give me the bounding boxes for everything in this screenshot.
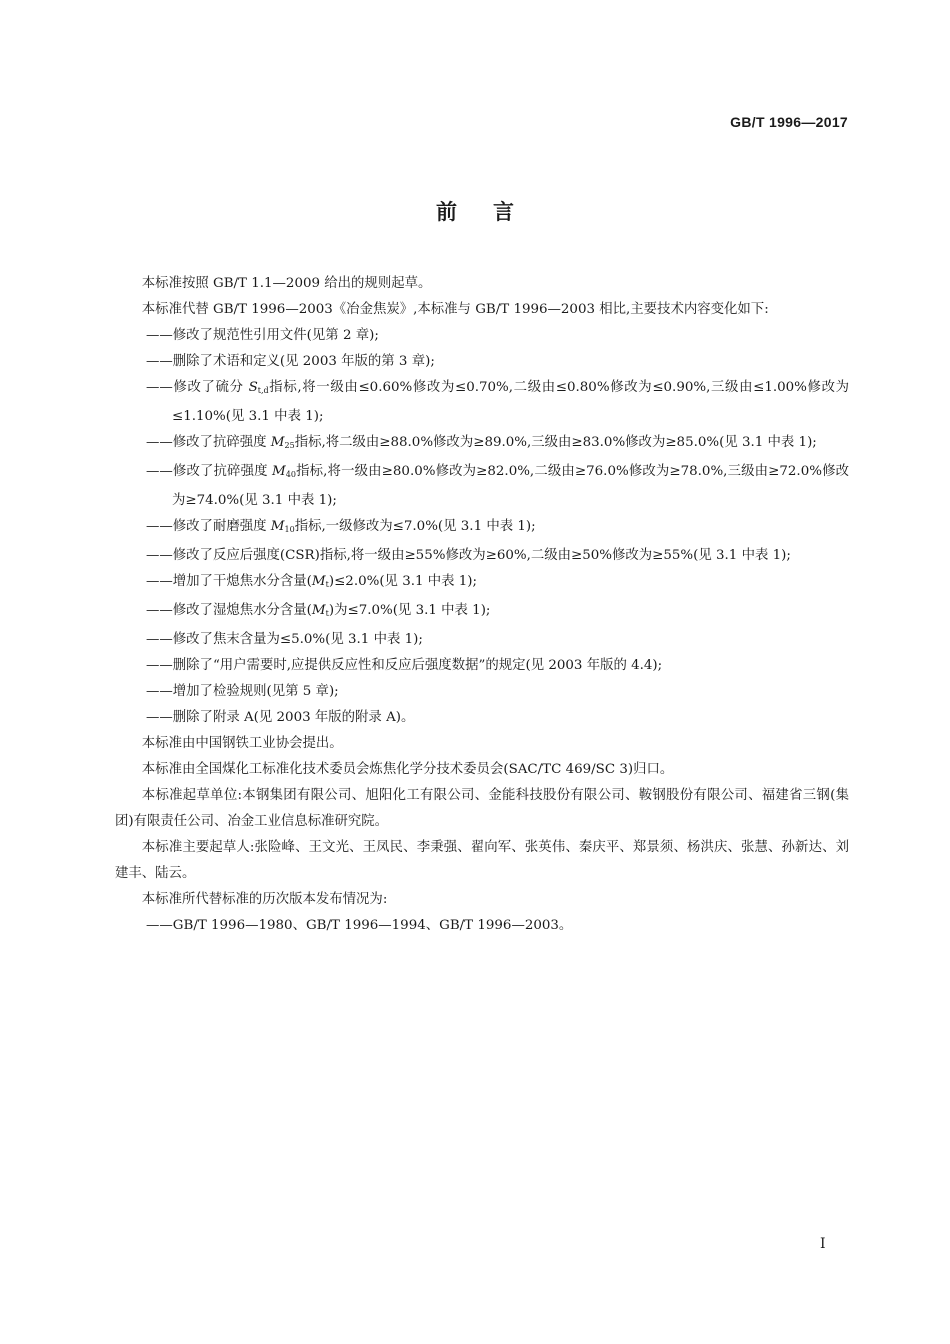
centralized-paragraph: 本标准由全国煤化工标准化技术委员会炼焦化学分技术委员会(SAC/TC 469/SC 3)归口。: [141, 762, 674, 777]
history-intro-paragraph: 本标准所代替标准的历次版本发布情况为:: [141, 892, 388, 907]
change-item-6: ——修改了耐磨强度 $M_{10}$指标,一级修改为≤7.0%(见 3.1 中表 1);: [146, 519, 536, 534]
foreword-body: [115, 271, 849, 939]
page-title: 前言: [436, 200, 550, 224]
history-item: ——GB/T 1996—1980、GB/T 1996—1994、GB/T 1996—2003。: [146, 918, 573, 933]
change-item-7: ——修改了反应后强度(CSR)指标,将一级由≥55%修改为≥60%,二级由≥50%修改为≥55%(见 3.1 中表 1);: [146, 548, 791, 563]
mt-symbol: M: [311, 574, 326, 589]
standard-code: GB/T 1996—2017: [730, 114, 848, 130]
change-item-2: ——删除了术语和定义(见 2003 年版的第 3 章);: [146, 354, 435, 369]
change-item-12: ——增加了检验规则(见第 5 章);: [146, 684, 339, 699]
drafters-paragraph: 本标准主要起草人:张险峰、王文光、王凤民、李秉强、翟向军、张英伟、秦庆平、郑景须、杨洪庆、张慧、孙新达、刘建丰、陆云。: [115, 840, 849, 881]
mt-symbol: M: [311, 603, 326, 618]
sulfur-symbol: S: [248, 380, 258, 395]
proposer-paragraph: 本标准由中国钢铁工业协会提出。: [141, 736, 343, 751]
change-item-11: ——删除了“用户需要时,应提供反应性和反应后强度数据”的规定(见 2003 年版的 4.4);: [146, 658, 663, 673]
change-item-3: ——修改了硫分 $S_{t,d}$指标,将一级由≤0.60%修改为≤0.70%,二级由≤0.80%修改为≤0.90%,三级由≤1.00%修改为≤1.10%(见 3.1 中表 1);: [146, 380, 849, 424]
change-item-5: ——修改了抗碎强度 $M_{40}$指标,将一级由≥80.0%修改为≥82.0%,二级由≥76.0%修改为≥78.0%,三级由≥72.0%修改为≥74.0%(见 3.1 中表 1);: [146, 464, 849, 508]
change-item-9: ——修改了湿熄焦水分含量$(M_t)$为≤7.0%(见 3.1 中表 1);: [146, 603, 491, 618]
change-item-13: ——删除了附录 A(见 2003 年版的附录 A)。: [146, 710, 415, 725]
change-item-8: ——增加了干熄焦水分含量$(M_t)\le 2.0\%$(见 3.1 中表 1);: [146, 574, 478, 589]
m40-symbol: M: [272, 464, 286, 479]
change-item-4: ——修改了抗碎强度 $M_{25}$指标,将二级由≥88.0%修改为≥89.0%,三级由≥83.0%修改为≥85.0%(见 3.1 中表 1);: [146, 435, 817, 450]
page-number: I: [820, 1236, 826, 1252]
intro-paragraph-2: 本标准代替 GB/T 1996—2003《冶金焦炭》,本标准与 GB/T 1996—2003 相比,主要技术内容变化如下:: [141, 302, 769, 317]
m25-symbol: M: [270, 435, 285, 450]
m10-symbol: M: [270, 519, 285, 534]
drafting-units-paragraph: 本标准起草单位:本钢集团有限公司、旭阳化工有限公司、金能科技股份有限公司、鞍钢股份有限公司、福建省三钢(集团)有限责任公司、冶金工业信息标准研究院。: [115, 788, 849, 829]
change-item-10: ——修改了焦末含量为≤5.0%(见 3.1 中表 1);: [146, 632, 423, 647]
intro-paragraph-1: 本标准按照 GB/T 1.1—2009 给出的规则起草。: [141, 276, 432, 291]
change-item-1: ——修改了规范性引用文件(见第 2 章);: [146, 328, 379, 343]
